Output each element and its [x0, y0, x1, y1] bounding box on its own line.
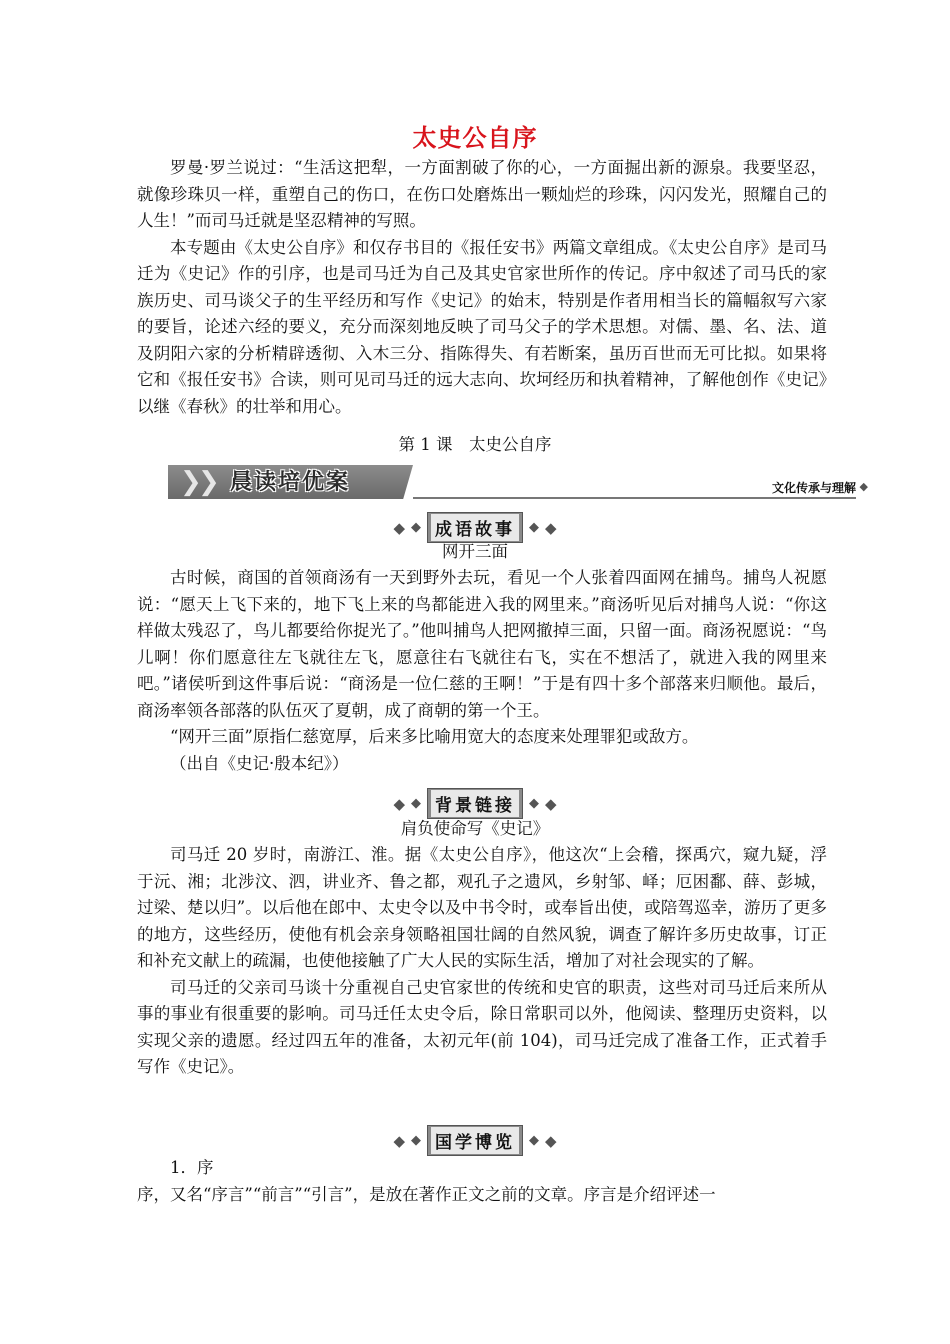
section1-subtitle: 网开三面 [442, 542, 508, 561]
banner-right-label: 文化传承与理解 [771, 481, 856, 495]
heading-box [427, 788, 523, 819]
diamond-icon: ◆ [545, 794, 557, 813]
section2-subtitle: 肩负使命写《史记》 [400, 819, 550, 838]
section2-body [137, 842, 827, 1081]
diamond-icon: ◆ [393, 794, 405, 813]
section1-body [137, 565, 827, 777]
section2-paragraph-1: 司马迁 20 岁时，南游江、淮。据《太史公自序》，他这次“上会稽，探禹穴，窥九疑，浮于沅、湘；北涉汶、泗，讲业齐、鲁之都，观孔子之遗风，乡射邹、峄；厄困鄱、薛、彭城，过梁、楚以归”。以后他在郎中、太史令以及中书令时，或奉旨出使，或陪驾巡幸，游历了更多的地方，这些经历，使他有机会亲身领略祖国壮阔的自然风貌，调查了解许多历史故事，订正和补充文献上的疏漏，也使他接触了广大人民的实际生活，增加了对社会现实的了解。 [137, 845, 827, 970]
diamond-icon: ◆ [545, 518, 557, 537]
diamond-icon: ◆ [411, 796, 421, 811]
heading-text: 国学博览 [431, 1127, 519, 1154]
diamond-icon: ◆ [393, 1131, 405, 1150]
section3-body [137, 1155, 827, 1208]
diamond-icon: ◆ [411, 1133, 421, 1148]
section-heading-sinology [0, 1125, 950, 1155]
morning-reading-banner [168, 465, 868, 499]
chevron-right-icon: ❯ [180, 467, 202, 497]
intro-paragraph-2: 本专题由《太史公自序》和仅存书目的《报任安书》两篇文章组成。《太史公自序》是司马迁为《史记》作的引序，也是司马迁为自己及其史官家世所作的传记。序中叙述了司马氏的家族历史、司马谈父子的生平经历和写作《史记》的始末，特别是作者用相当长的篇幅叙写六家的要旨，论述六经的要义，充分而深刻地反映了司马父子的学术思想。对儒、墨、名、法、道及阴阳六家的分析精辟透彻、入木三分、指陈得失、有若断案，虽历百世而无可比拟。如果将它和《报任安书》合读，则可见司马迁的远大志向、坎坷经历和执着精神，了解他创作《史记》以继《春秋》的壮举和用心。 [137, 237, 827, 416]
diamond-icon: ◆ [529, 520, 539, 535]
lesson-title: 第 1 课 太史公自序 [398, 435, 552, 454]
chevron-right-icon: ❯ [198, 467, 220, 497]
heading-box [427, 1125, 523, 1156]
diamond-icon: ◆ [545, 1131, 557, 1150]
intro-block [137, 155, 827, 420]
section3-paragraph-1: 序，又名“序言”“前言”“引言”，是放在著作正文之前的文章。序言是介绍评述一 [137, 1184, 716, 1204]
banner-rule [413, 497, 856, 499]
diamond-icon: ◆ [859, 480, 868, 493]
page-title: 太史公自序 [412, 123, 538, 152]
section1-paragraph-1: 古时候，商国的首领商汤有一天到野外去玩，看见一个人张着四面网在捕鸟。捕鸟人祝愿说：“愿天上飞下来的，地下飞上来的鸟都能进入我的网里来。”商汤听见后对捕鸟人说：“你这样做太残忍了，鸟儿都要给你捉光了。”他叫捕鸟人把网撤掉三面，只留一面。商汤祝愿说：“鸟儿啊！你们愿意往左飞就往左飞，愿意往右飞就往右飞，实在不想活了，就进入我的网里来吧。”诸侯听到这件事后说：“商汤是一位仁慈的王啊！”于是有四十多个部落来归顺他。最后，商汤率领各部落的队伍灭了夏朝，成了商朝的第一个王。 [137, 568, 827, 720]
heading-text: 背景链接 [431, 790, 519, 817]
section2-paragraph-2: 司马迁的父亲司马谈十分重视自己史官家世的传统和史官的职责，这些对司马迁后来所从事的事业有很重要的影响。司马迁任太史令后，除日常职司以外，他阅读、整理历史资料，以实现父亲的遗愿。经过四五年的准备，太初元年(前 104)，司马迁完成了准备工作，正式着手写作《史记》。 [137, 977, 827, 1076]
diamond-icon: ◆ [529, 796, 539, 811]
diamond-icon: ◆ [393, 518, 405, 537]
section-heading-background [0, 788, 950, 818]
banner-label: 晨读培优案 [230, 469, 351, 495]
section1-source: （出自《史记·殷本纪》） [170, 753, 349, 773]
section1-paragraph-2: “网开三面”原指仁慈宽厚，后来多比喻用宽大的态度来处理罪犯或敌方。 [170, 727, 699, 746]
intro-paragraph-1: 罗曼·罗兰说过：“生活这把犁，一方面割破了你的心，一方面掘出新的源泉。我要坚忍，就像珍珠贝一样，重塑自己的伤口，在伤口处磨炼出一颗灿烂的珍珠，闪闪发光，照耀自己的人生！”而司马迁就是坚忍精神的写照。 [137, 158, 827, 230]
section3-item-1: 1．序 [170, 1158, 214, 1177]
diamond-icon: ◆ [529, 1133, 539, 1148]
diamond-icon: ◆ [411, 520, 421, 535]
section-heading-idiom-story [0, 512, 950, 542]
heading-text: 成语故事 [431, 514, 519, 541]
